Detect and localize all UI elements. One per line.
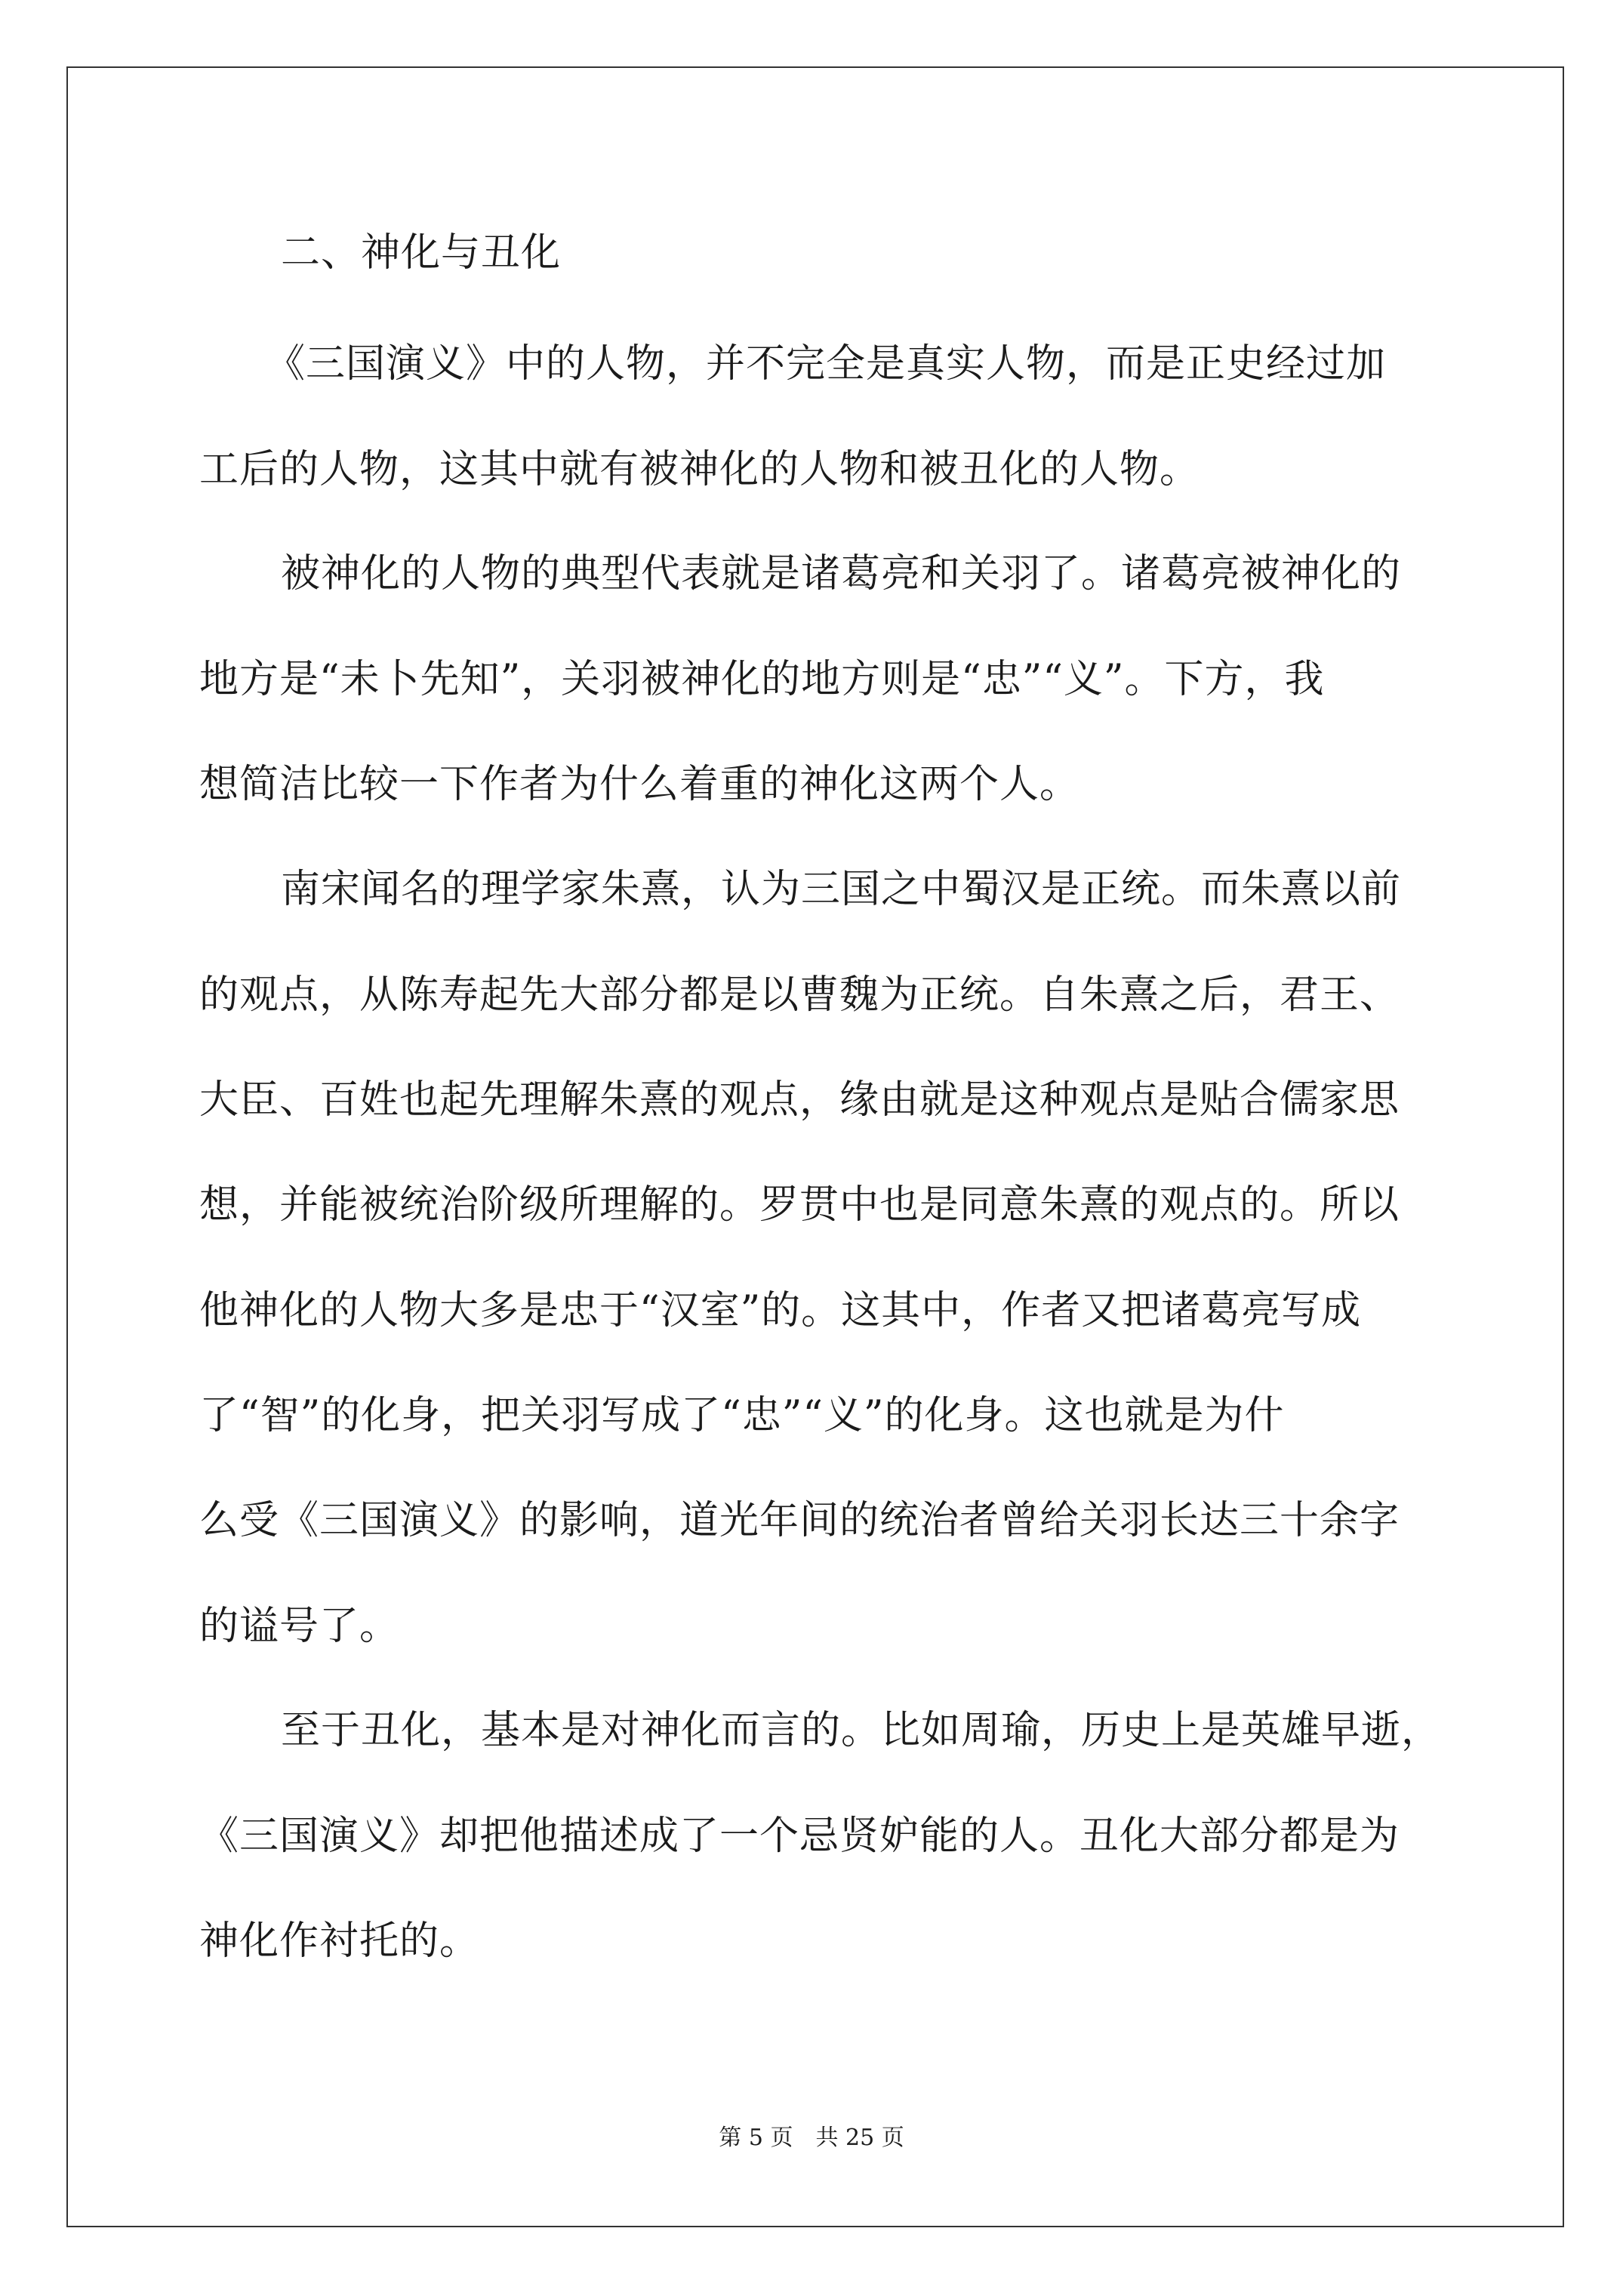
paragraph-line: 想，并能被统治阶级所理解的。罗贯中也是同意朱熹的观点的。所以 bbox=[199, 1182, 1400, 1228]
paragraph-line: 至于丑化，基本是对神化而言的。比如周瑜，历史上是英雄早逝， bbox=[281, 1708, 1442, 1753]
paragraph-line: 大臣、百姓也起先理解朱熹的观点，缘由就是这种观点是贴合儒家思 bbox=[199, 1077, 1400, 1123]
page-border bbox=[66, 66, 1564, 2227]
paragraph-line: 南宋闻名的理学家朱熹，认为三国之中蜀汉是正统。而朱熹以前 bbox=[281, 867, 1402, 912]
section-heading: 二、神化与丑化 bbox=[281, 230, 562, 276]
paragraph-line: 了“智”的化身，把关羽写成了“忠”“义”的化身。这也就是为什 bbox=[199, 1393, 1285, 1438]
paragraph-line: 的观点，从陈寿起先大部分都是以曹魏为正统。自朱熹之后，君王、 bbox=[199, 972, 1400, 1018]
paragraph-line: 的谥号了。 bbox=[199, 1604, 400, 1649]
paragraph-line: 神化作衬托的。 bbox=[199, 1918, 480, 1964]
paragraph-line: 工后的人物，这其中就有被神化的人物和被丑化的人物。 bbox=[199, 447, 1200, 492]
paragraph-line: 被神化的人物的典型代表就是诸葛亮和关羽了。诸葛亮被神化的 bbox=[281, 551, 1402, 596]
paragraph-line: 地方是“未卜先知”，关羽被神化的地方则是“忠”“义”。下方，我 bbox=[199, 657, 1325, 702]
paragraph-line: 《三国演义》中的人物，并不完全是真实人物，而是正史经过加 bbox=[266, 341, 1387, 387]
paragraph-line: 《三国演义》却把他描述成了一个忌贤妒能的人。丑化大部分都是为 bbox=[199, 1814, 1400, 1859]
page-number: 第 5 页 共 25 页 bbox=[719, 2125, 904, 2151]
paragraph-line: 想简洁比较一下作者为什么着重的神化这两个人。 bbox=[199, 762, 1080, 807]
paragraph-line: 他神化的人物大多是忠于“汉室”的。这其中，作者又把诸葛亮写成 bbox=[199, 1288, 1362, 1333]
paragraph-line: 么受《三国演义》的影响，道光年间的统治者曾给关羽长达三十余字 bbox=[199, 1498, 1400, 1543]
